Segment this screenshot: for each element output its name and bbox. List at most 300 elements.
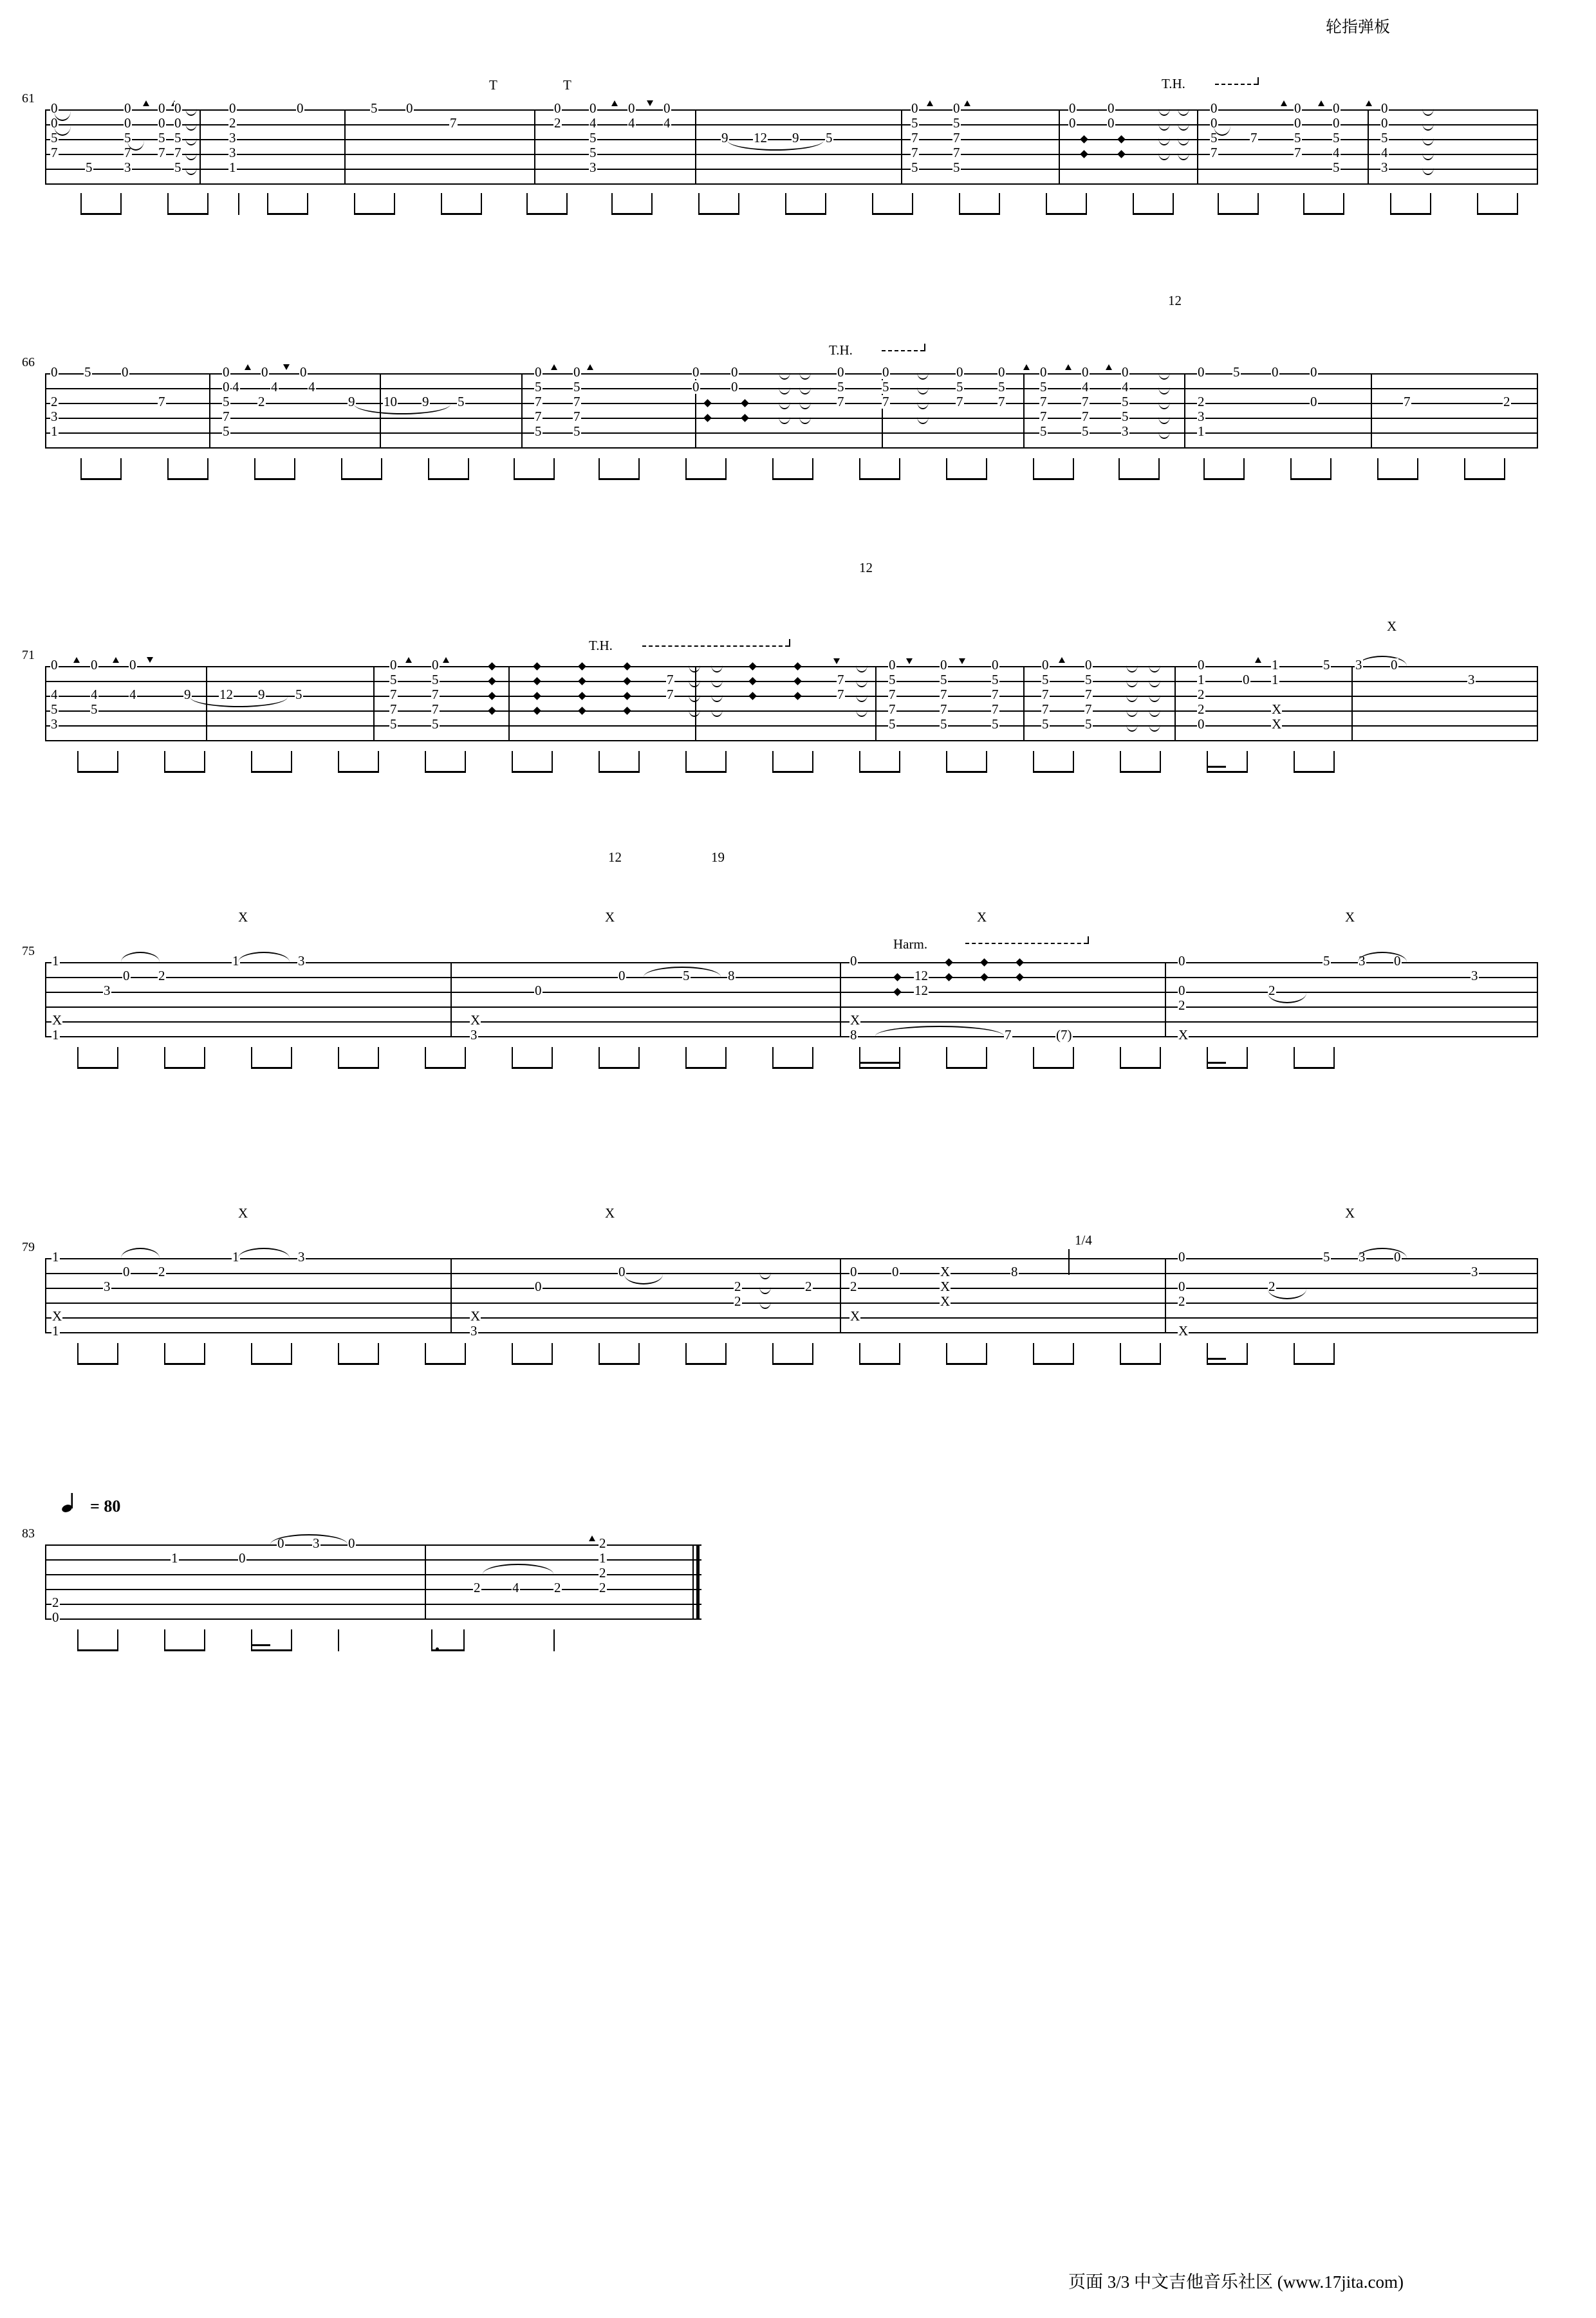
fret-number: 5 xyxy=(826,130,833,145)
fret-number: 7 xyxy=(837,394,844,409)
arpeggio-stroke xyxy=(779,387,790,394)
fret-number: 8 xyxy=(850,1027,857,1043)
rhythm-stem xyxy=(1073,1343,1074,1365)
rhythm-beam xyxy=(1294,1363,1333,1365)
fret-number: 0 xyxy=(51,115,58,131)
fret-number: 0 xyxy=(174,115,181,131)
fret-number: 0 xyxy=(618,968,626,983)
measure-number: 66 xyxy=(22,355,35,369)
fret-number: 5 xyxy=(889,672,896,687)
fret-number: 0 xyxy=(300,364,307,380)
fret-number: 0 xyxy=(535,364,542,380)
rhythm-stem xyxy=(526,193,528,215)
rhythm-stem xyxy=(425,751,426,773)
rhythm-stem xyxy=(598,1343,600,1365)
barline xyxy=(1537,373,1538,449)
staff-line xyxy=(45,1021,1538,1023)
fret-number: 7 xyxy=(1082,409,1089,424)
tempo-value: = 80 xyxy=(90,1497,121,1516)
dashed-end-tick xyxy=(789,639,790,647)
fret-number: 12 xyxy=(914,983,928,998)
fret-number: 7 xyxy=(953,145,960,160)
rhythm-beam xyxy=(1120,1363,1160,1365)
fret-number: 3 xyxy=(1359,953,1366,969)
fret-number: 3 xyxy=(589,160,597,175)
harmonic-diamond xyxy=(748,662,757,671)
fret-number: 7 xyxy=(911,145,918,160)
rhythm-stem xyxy=(772,458,774,480)
fret-number: 0 xyxy=(297,100,304,116)
barline xyxy=(1059,109,1060,185)
fret-number: 0 xyxy=(992,657,999,672)
rhythm-stem xyxy=(1160,751,1161,773)
fret-number: (7) xyxy=(1056,1027,1072,1043)
rhythm-beam xyxy=(772,478,812,480)
fret-number: 0 xyxy=(1108,115,1115,131)
fret-number: 0 xyxy=(1394,953,1401,969)
rhythm-stem xyxy=(1073,751,1074,773)
fret-number: 1 xyxy=(232,953,239,969)
fret-number: 4 xyxy=(308,379,315,394)
fret-number: 5 xyxy=(432,672,439,687)
rhythm-stem xyxy=(785,193,786,215)
rhythm-stem xyxy=(207,193,209,215)
strum-up-arrow xyxy=(1281,100,1287,106)
fret-number: 3 xyxy=(298,953,305,969)
fret-number: 0 xyxy=(1211,115,1218,131)
harmonic-diamond xyxy=(533,677,541,685)
fret-number: 0 xyxy=(1198,657,1205,672)
fret-number: 2 xyxy=(1178,997,1185,1013)
staff-line xyxy=(45,124,1538,125)
arpeggio-stroke xyxy=(1158,372,1170,380)
rhythm-stem xyxy=(1120,1343,1121,1365)
fret-number: 5 xyxy=(1042,672,1049,687)
rhythm-stem xyxy=(899,1343,900,1365)
rhythm-stem xyxy=(307,193,308,215)
music-label: 1/4 xyxy=(1075,1232,1092,1248)
fret-number: 7 xyxy=(1042,701,1049,717)
rhythm-stem xyxy=(685,751,687,773)
fret-number: X xyxy=(940,1264,951,1279)
fret-number: 7 xyxy=(450,115,457,131)
harmonic-diamond xyxy=(748,692,757,700)
rhythm-stem xyxy=(267,193,268,215)
rhythm-beam xyxy=(598,1067,638,1069)
arpeggio-stroke xyxy=(1158,123,1170,131)
header-note: 轮指弹板 xyxy=(1326,19,1391,36)
arpeggio-stroke xyxy=(185,138,197,145)
harmonic-diamond xyxy=(945,973,953,981)
fret-number: 1 xyxy=(51,423,58,439)
fret-number: 0 xyxy=(390,657,397,672)
barline xyxy=(45,666,46,741)
rhythm-beam xyxy=(167,478,207,480)
rhythm-stem xyxy=(725,1343,727,1365)
staff-line xyxy=(45,710,1538,712)
rhythm-beam xyxy=(425,771,465,773)
arpeggio-stroke xyxy=(185,108,197,116)
rhythm-stem xyxy=(552,1343,553,1365)
staff-line xyxy=(45,1258,1538,1259)
fret-number: 7 xyxy=(889,687,896,702)
fret-number: 5 xyxy=(1333,160,1340,175)
rhythm-beam xyxy=(254,478,294,480)
fret-number: 5 xyxy=(295,687,302,702)
rhythm-stem xyxy=(341,458,342,480)
fret-number: X xyxy=(470,1012,481,1028)
fret-number: 3 xyxy=(104,983,111,998)
rhythm-beam xyxy=(772,1067,812,1069)
fret-number: 7 xyxy=(1042,687,1049,702)
slur xyxy=(875,1026,1004,1036)
rhythm-stem xyxy=(1417,458,1418,480)
arpeggio-stroke xyxy=(689,680,700,687)
barline xyxy=(200,109,201,185)
rhythm-beam xyxy=(1207,771,1247,773)
arpeggio-stroke xyxy=(856,694,868,702)
music-label: T xyxy=(563,77,571,93)
fret-number: 5 xyxy=(992,672,999,687)
rhythm-beam xyxy=(425,1363,465,1365)
rhythm-stem xyxy=(725,1047,727,1069)
fret-number: 2 xyxy=(158,1264,165,1279)
staff-line xyxy=(45,418,1538,419)
slur xyxy=(624,1274,663,1284)
rhythm-stem xyxy=(859,458,860,480)
fret-number: 0 xyxy=(174,100,181,116)
rhythm-stem xyxy=(552,751,553,773)
rhythm-beam xyxy=(859,1363,899,1365)
rhythm-stem xyxy=(251,751,252,773)
staff-line xyxy=(45,1006,1538,1008)
rhythm-beam xyxy=(859,1067,899,1069)
rhythm-beam xyxy=(1464,478,1504,480)
rhythm-stem xyxy=(394,193,395,215)
fret-number: 5 xyxy=(390,672,397,687)
music-label: X xyxy=(605,1205,615,1221)
fret-number: 4 xyxy=(1333,145,1340,160)
barline xyxy=(1165,962,1166,1037)
fret-number: 0 xyxy=(1198,364,1205,380)
rhythm-beam xyxy=(251,1644,270,1646)
barline xyxy=(450,1258,452,1333)
fret-number: 7 xyxy=(889,701,896,717)
fret-number: 5 xyxy=(535,423,542,439)
rhythm-stem xyxy=(1033,1047,1034,1069)
rhythm-beam xyxy=(946,1067,986,1069)
rhythm-stem xyxy=(1333,751,1335,773)
harmonic-diamond xyxy=(623,692,631,700)
rhythm-stem xyxy=(1160,1047,1161,1069)
fret-number: 3 xyxy=(229,130,236,145)
fret-number: 2 xyxy=(258,394,265,409)
fret-number: 3 xyxy=(1468,672,1475,687)
barline xyxy=(45,962,46,1037)
arpeggio-stroke xyxy=(1422,167,1434,175)
fret-number: 0 xyxy=(1069,100,1076,116)
fret-number: 8 xyxy=(728,968,735,983)
measure-number: 71 xyxy=(22,648,35,662)
rhythm-stem xyxy=(338,1629,339,1651)
rhythm-stem xyxy=(291,1047,292,1069)
fret-number: 7 xyxy=(953,130,960,145)
rhythm-stem xyxy=(512,1343,513,1365)
arpeggio-stroke xyxy=(799,372,811,380)
arpeggio-stroke xyxy=(1158,416,1170,424)
arpeggio-stroke xyxy=(759,1272,771,1279)
fret-number: 7 xyxy=(956,394,963,409)
arpeggio-stroke xyxy=(1149,709,1160,717)
fret-number: 1 xyxy=(229,160,236,175)
fret-number: 2 xyxy=(599,1580,606,1595)
rhythm-beam xyxy=(1207,1358,1226,1360)
arpeggio-stroke xyxy=(711,665,723,672)
fret-number: 0 xyxy=(223,379,230,394)
fret-number: 0 xyxy=(1381,115,1388,131)
fret-number: 5 xyxy=(51,130,58,145)
rhythm-stem xyxy=(946,751,947,773)
harmonic-diamond xyxy=(488,677,496,685)
slur xyxy=(644,967,721,977)
fret-number: 4 xyxy=(1082,379,1089,394)
fret-number: 0 xyxy=(1178,1249,1185,1265)
fret-number: 5 xyxy=(953,160,960,175)
fret-number: 5 xyxy=(432,716,439,732)
harmonic-diamond xyxy=(488,707,496,715)
fret-number: 1 xyxy=(232,1249,239,1265)
fret-number: 0 xyxy=(158,100,165,116)
fret-number: 4 xyxy=(512,1580,519,1595)
fret-number: 5 xyxy=(953,115,960,131)
harmonic-diamond xyxy=(488,692,496,700)
harmonic-diamond xyxy=(488,662,496,671)
rhythm-stem xyxy=(1033,751,1034,773)
rhythm-beam xyxy=(872,213,912,215)
rhythm-stem xyxy=(566,193,568,215)
arpeggio-stroke xyxy=(689,694,700,702)
fret-number: 1 xyxy=(52,1249,59,1265)
rhythm-stem xyxy=(463,1629,465,1651)
rhythm-stem xyxy=(1203,458,1205,480)
harmonic-diamond xyxy=(703,399,712,407)
fret-number: 0 xyxy=(277,1535,284,1551)
fret-number: 7 xyxy=(51,145,58,160)
rhythm-stem xyxy=(117,1629,118,1651)
rhythm-beam xyxy=(946,771,986,773)
harmonic-diamond xyxy=(533,707,541,715)
fret-number: 5 xyxy=(1211,130,1218,145)
rhythm-stem xyxy=(1073,458,1074,480)
tab-staff xyxy=(22,91,1538,185)
fret-number: 7 xyxy=(535,394,542,409)
rhythm-stem xyxy=(859,1047,860,1069)
rhythm-stem xyxy=(986,751,987,773)
rhythm-stem xyxy=(946,1047,947,1069)
rhythm-beam xyxy=(80,213,120,215)
rhythm-stem xyxy=(1218,193,1219,215)
arpeggio-stroke xyxy=(799,416,811,424)
fret-number: 7 xyxy=(432,701,439,717)
fret-number: 7 xyxy=(837,672,844,687)
fret-number: 2 xyxy=(1198,687,1205,702)
arpeggio-stroke xyxy=(1178,138,1189,145)
barline xyxy=(373,666,375,741)
rhythm-stem xyxy=(254,458,255,480)
rhythm-stem xyxy=(812,751,813,773)
rhythm-beam xyxy=(338,1363,378,1365)
rhythm-stem xyxy=(986,1047,987,1069)
fret-number: 7 xyxy=(992,687,999,702)
fret-number: 7 xyxy=(998,394,1005,409)
fret-number: 2 xyxy=(1268,983,1276,998)
harmonic-diamond xyxy=(1016,958,1024,967)
fret-number: 7 xyxy=(911,130,918,145)
fret-number: 0 xyxy=(692,364,700,380)
rhythm-stem xyxy=(120,458,122,480)
fret-number: 7 xyxy=(124,145,131,160)
rhythm-stem xyxy=(77,751,79,773)
rhythm-stem xyxy=(204,751,205,773)
arpeggio-stroke xyxy=(1149,680,1160,687)
rhythm-stem xyxy=(1120,751,1121,773)
fret-number: 12 xyxy=(754,130,767,145)
music-label: X xyxy=(605,909,615,925)
arpeggio-stroke xyxy=(917,387,929,394)
fret-number: 2 xyxy=(554,115,561,131)
barline xyxy=(45,109,46,185)
harmonic-diamond xyxy=(893,988,902,996)
fret-number: 0 xyxy=(1310,394,1317,409)
arpeggio-stroke xyxy=(917,416,929,424)
harmonic-diamond xyxy=(793,662,802,671)
fret-number: 4 xyxy=(663,115,671,131)
rhythm-stem xyxy=(1504,458,1505,480)
fret-number: 5 xyxy=(911,115,918,131)
rhythm-stem xyxy=(291,1629,292,1651)
rhythm-stem xyxy=(167,458,169,480)
fret-number: X xyxy=(1178,1027,1189,1043)
fret-number: 9 xyxy=(721,130,728,145)
rhythm-stem xyxy=(685,1047,687,1069)
rhythm-stem xyxy=(859,1343,860,1365)
rhythm-beam xyxy=(1390,213,1430,215)
slur xyxy=(238,952,290,962)
rhythm-beam xyxy=(514,478,553,480)
rhythm-stem xyxy=(1118,458,1120,480)
fret-number: 0 xyxy=(123,968,130,983)
fret-number: 0 xyxy=(956,364,963,380)
fret-number: 3 xyxy=(470,1323,478,1339)
barline xyxy=(695,109,696,185)
fret-number: 2 xyxy=(1268,1279,1276,1294)
strum-down-arrow xyxy=(906,658,913,664)
rhythm-beam xyxy=(1033,771,1073,773)
music-label: X xyxy=(977,909,987,925)
rhythm-stem xyxy=(117,1343,118,1365)
fret-number: 7 xyxy=(390,701,397,717)
fret-number: 12 xyxy=(914,968,928,983)
arpeggio-stroke xyxy=(1422,138,1434,145)
rhythm-stem xyxy=(1133,193,1134,215)
rhythm-stem xyxy=(167,193,169,215)
rhythm-stem xyxy=(1294,1047,1295,1069)
fret-number: 0 xyxy=(663,100,671,116)
quarter-note-icon xyxy=(61,1492,83,1514)
fret-number: 3 xyxy=(51,409,58,424)
rhythm-beam xyxy=(164,1067,204,1069)
staff-line xyxy=(45,1273,1538,1274)
fret-number: X xyxy=(1178,1323,1189,1339)
rhythm-beam xyxy=(859,771,899,773)
arpeggio-stroke xyxy=(799,387,811,394)
rhythm-stem xyxy=(598,458,600,480)
rhythm-stem xyxy=(859,751,860,773)
rhythm-stem xyxy=(611,193,613,215)
fret-number: 0 xyxy=(239,1550,246,1566)
fret-number: 0 xyxy=(1082,364,1089,380)
arpeggio-stroke xyxy=(185,167,197,175)
arpeggio-stroke xyxy=(1422,108,1434,116)
harmonic-diamond xyxy=(578,662,586,671)
rhythm-stem xyxy=(1033,458,1034,480)
harmonic-diamond xyxy=(578,692,586,700)
fret-number: 4 xyxy=(51,687,58,702)
fret-number: 7 xyxy=(882,394,889,409)
barline xyxy=(695,666,696,741)
fret-number: 12 xyxy=(219,687,233,702)
fret-number: 5 xyxy=(371,100,378,116)
fret-number: 0 xyxy=(953,100,960,116)
arpeggio-stroke xyxy=(1158,402,1170,409)
rhythm-stem xyxy=(207,458,209,480)
arpeggio-stroke xyxy=(1149,694,1160,702)
fret-number: 5 xyxy=(158,130,165,145)
rhythm-stem xyxy=(1243,458,1245,480)
harmonic-diamond xyxy=(945,958,953,967)
barline xyxy=(1371,373,1372,449)
fret-number: 0 xyxy=(554,100,561,116)
rhythm-beam xyxy=(698,213,738,215)
rhythm-stem xyxy=(986,1343,987,1365)
rhythm-stem xyxy=(1173,193,1174,215)
staff-line xyxy=(45,388,1538,389)
rhythm-beam xyxy=(1118,478,1158,480)
staff-line xyxy=(45,962,1538,963)
rhythm-stem xyxy=(441,193,442,215)
strum-down-arrow xyxy=(147,657,153,663)
rhythm-beam xyxy=(1033,1067,1073,1069)
fret-number: 10 xyxy=(384,394,397,409)
fret-number: 5 xyxy=(573,379,580,394)
harmonic-diamond xyxy=(893,973,902,981)
rhythm-stem xyxy=(338,751,339,773)
rhythm-stem xyxy=(772,751,774,773)
arpeggio-stroke xyxy=(779,402,790,409)
fret-number: 5 xyxy=(1323,1249,1330,1265)
rhythm-stem xyxy=(80,458,82,480)
fret-number: 3 xyxy=(104,1279,111,1294)
music-label: 12 xyxy=(608,849,622,865)
fret-number: 7 xyxy=(390,687,397,702)
fret-number: 7 xyxy=(1404,394,1411,409)
rhythm-beam xyxy=(512,1363,552,1365)
fret-number: 1 xyxy=(1272,672,1279,687)
fret-number: 7 xyxy=(1005,1027,1012,1043)
fret-number: 5 xyxy=(174,130,181,145)
harmonic-diamond xyxy=(623,707,631,715)
rhythm-stem xyxy=(725,751,727,773)
